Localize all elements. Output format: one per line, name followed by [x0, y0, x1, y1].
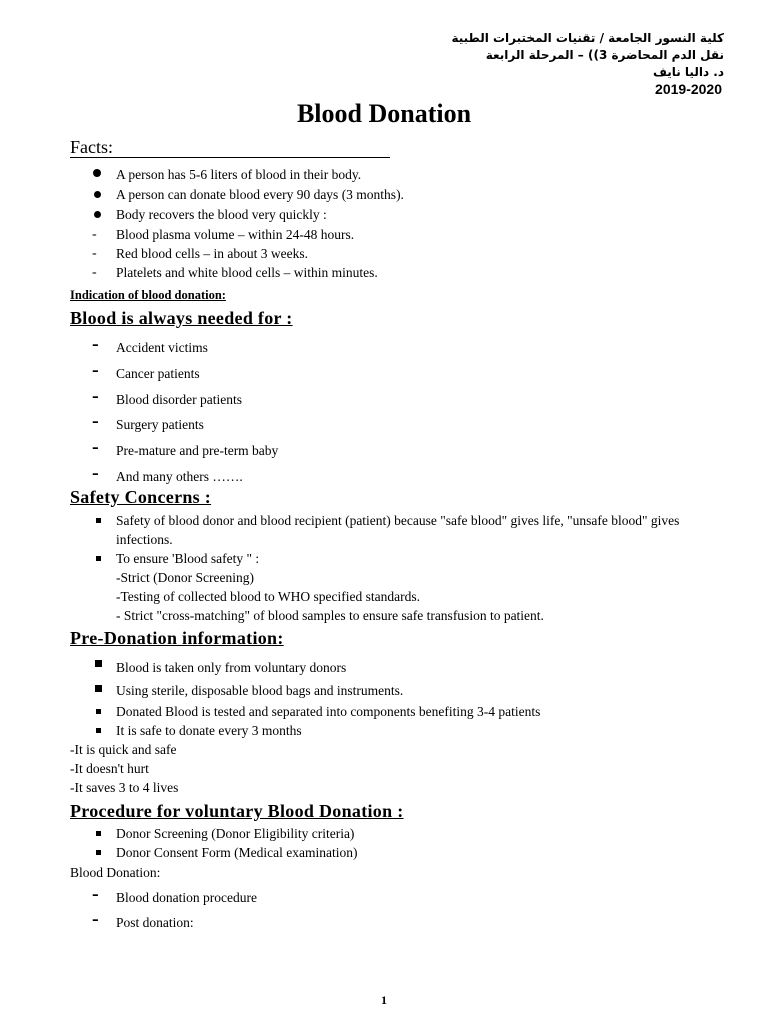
list-item: Safety of blood donor and blood recipient (patient) because "safe blood" gives life, "unsafe blood" gives infections. [116, 513, 680, 547]
list-item: To ensure 'Blood safety " : -Strict (Donor Screening) -Testing of collected blood to WHO specified standards. - Strict "cross-matching" of blood samples to ensure safe transfusion to patient. [116, 551, 544, 623]
needed-for-heading: Blood is always needed for : [70, 308, 293, 328]
list-item: Pre-mature and pre-term baby [116, 443, 279, 459]
list-item: A person has 5-6 liters of blood in their body. [116, 167, 362, 182]
facts-list [0, 164, 768, 282]
list-item: Blood disorder patients [116, 391, 242, 407]
list-item: Surgery patients [116, 417, 204, 433]
list-item: Body recovers the blood very quickly : [116, 207, 327, 222]
college-line: كلية النسور الجامعة / تقنيات المختبرات الطبية [451, 31, 724, 45]
list-item: Platelets and white blood cells – within minutes. [116, 265, 378, 280]
list-item: Donor Consent Form (Medical examination) [116, 845, 358, 860]
facts-heading: Facts: [70, 137, 390, 158]
page-number: 1 [381, 993, 387, 1007]
procedure-list [0, 824, 768, 862]
list-item: It is safe to donate every 3 months [116, 723, 302, 738]
page-title: Blood Donation [296, 99, 472, 128]
donation-steps-list [0, 885, 768, 935]
note-line: -It saves 3 to 4 lives [70, 780, 179, 795]
list-item: Donor Screening (Donor Eligibility criteria) [116, 826, 355, 841]
lecture-line: نقل الدم المحاضرة 3)) – المرحلة الرابعة [485, 48, 724, 62]
academic-year: 2019-2020 [655, 81, 722, 97]
list-item: A person can donate blood every 90 days (3 months). [116, 187, 404, 202]
list-item: Using sterile, disposable blood bags and instruments. [116, 683, 404, 698]
list-item: Donated Blood is tested and separated into components benefiting 3-4 patients [116, 704, 541, 719]
list-item: And many others ……. [116, 468, 243, 484]
needed-for-list [0, 335, 768, 490]
procedure-heading: Procedure for voluntary Blood Donation : [70, 801, 404, 821]
list-item: Cancer patients [116, 365, 200, 381]
indication-heading: Indication of blood donation: [70, 288, 226, 302]
safety-list [0, 511, 768, 625]
list-item: Accident victims [116, 340, 208, 355]
doctor-line: د. داليا نايف [652, 65, 724, 79]
list-item: Red blood cells – in about 3 weeks. [116, 246, 308, 261]
list-item: Blood plasma volume – within 24-48 hours. [116, 227, 355, 242]
blood-donation-label: Blood Donation: [70, 865, 161, 880]
list-item: Blood is taken only from voluntary donors [116, 660, 347, 675]
document-header [364, 30, 724, 98]
predonation-list [0, 655, 768, 740]
note-line: -It is quick and safe [70, 742, 177, 757]
safety-heading: Safety Concerns : [70, 487, 212, 507]
predonation-heading: Pre-Donation information: [70, 628, 284, 648]
note-line: -It doesn't hurt [70, 761, 149, 776]
predonation-notes [70, 740, 178, 797]
list-item: Blood donation procedure [116, 890, 257, 905]
list-item: Post donation: [116, 915, 194, 930]
